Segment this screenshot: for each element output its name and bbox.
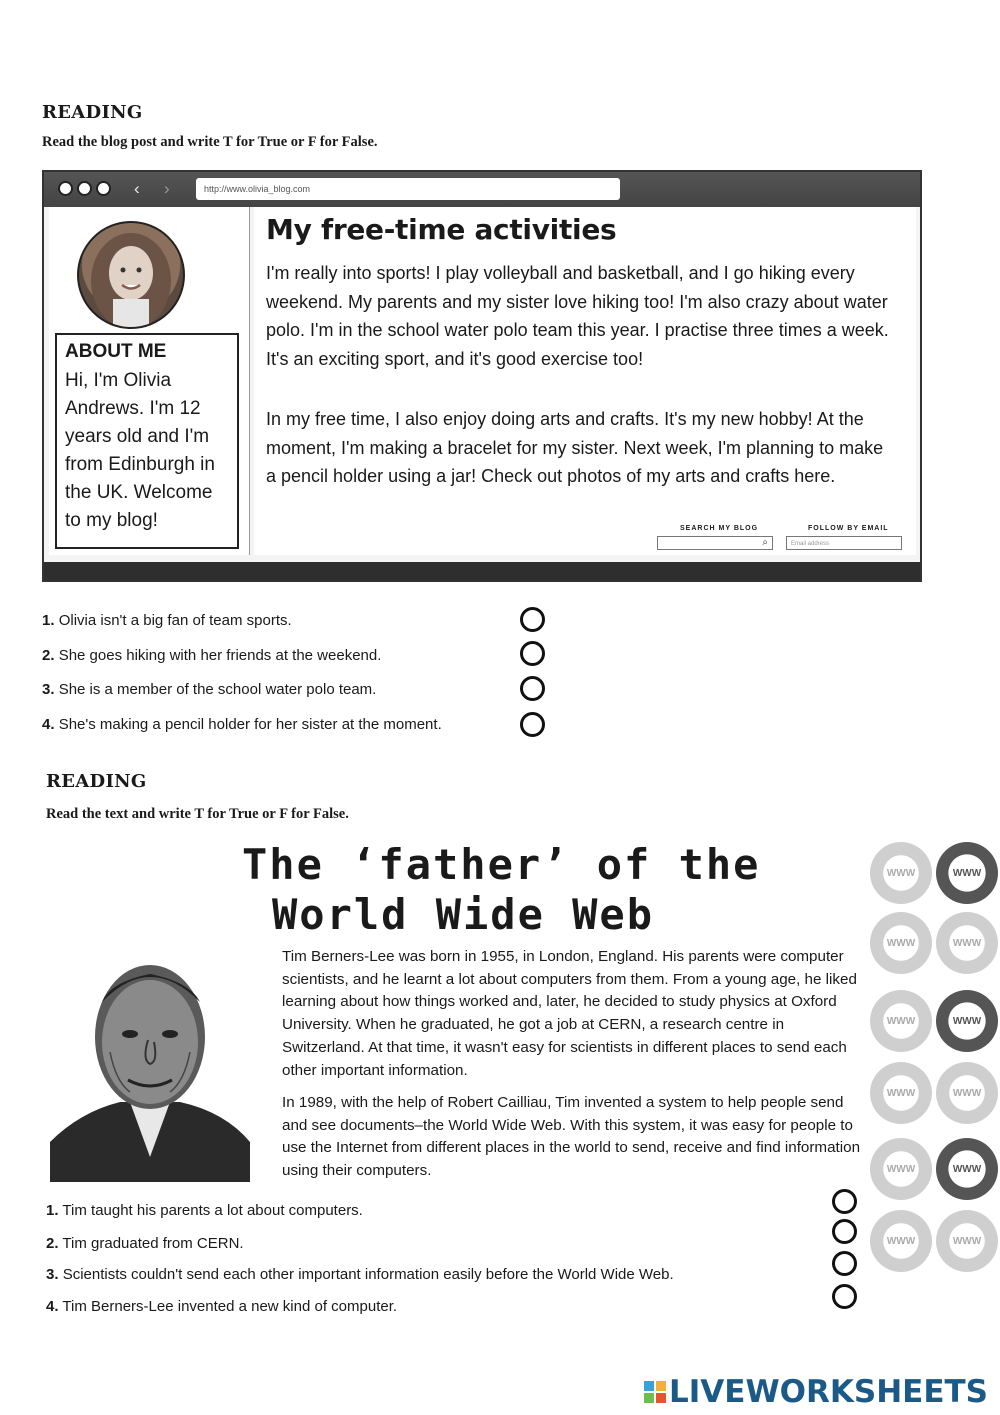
www-globe-icon: WWW	[936, 1210, 998, 1272]
answer-circle-2-4[interactable]	[832, 1284, 857, 1309]
about-me-box	[55, 333, 239, 549]
blog-paragraph-2: In my free time, I also enjoy doing arts and crafts. It's my new hobby! At the moment, I'm making a bracelet for my sister. Next week, I'm planning to make a pencil holder using a jar! Check out photos of my arts and crafts here.	[266, 409, 884, 486]
tim-berners-lee-portrait	[50, 942, 250, 1182]
answer-circle-2-2[interactable]	[832, 1219, 857, 1244]
blog-post	[254, 207, 916, 555]
about-title: ABOUT ME	[65, 341, 167, 362]
www-globe-icon: WWW	[936, 1062, 998, 1124]
answer-circle-1-1[interactable]	[520, 607, 545, 632]
www-globe-icon: WWW	[870, 842, 932, 904]
www-globe-icon: WWW	[936, 912, 998, 974]
email-field[interactable]: Email address	[786, 536, 902, 550]
section1-instruction: Read the blog post and write T for True or F for False.	[42, 134, 378, 150]
window-dot-icon	[77, 181, 92, 196]
question-2-1: 1. Tim taught his parents a lot about computers.	[46, 1202, 363, 1219]
url-bar[interactable]: http://www.olivia_blog.com	[196, 178, 620, 200]
search-blog-input[interactable]	[657, 536, 773, 550]
answer-circle-1-2[interactable]	[520, 641, 545, 666]
www-globe-icon: WWW	[870, 912, 932, 974]
www-globe-icon: WWW	[870, 1210, 932, 1272]
question-2-4: 4. Tim Berners-Lee invented a new kind of computer.	[46, 1298, 398, 1315]
answer-circle-1-4[interactable]	[520, 712, 545, 737]
blog-sidebar	[49, 207, 250, 555]
liveworksheets-logo	[644, 1374, 988, 1410]
question-1-4: 4. She's making a pencil holder for her sister at the moment.	[42, 716, 442, 733]
answer-circle-2-1[interactable]	[832, 1189, 857, 1214]
blog-browser-window	[42, 170, 922, 582]
search-icon: ⌕	[762, 537, 768, 548]
question-1-3: 3. She is a member of the school water polo team.	[42, 681, 377, 698]
search-blog-label: SEARCH MY BLOG	[680, 525, 759, 532]
browser-footer-bar	[44, 562, 920, 580]
www-globe-icon: WWW	[936, 1138, 998, 1200]
blog-paragraph-1: I'm really into sports! I play volleyball and basketball, and I go hiking every weekend. My parents and my sister love hiking too! I'm also crazy about water polo. I'm in the school water polo team this year. I practise three times a week. It's an exciting sport, and it's good exercise too!	[266, 263, 889, 369]
article-paragraph-1: Tim Berners-Lee was born in 1955, in London, England. His parents were computer scientists, and he learnt a lot about computers from them. From a young age, he liked learning about how things worked and, later, he decided to study physics at Oxford University. When he graduated, he got a job at CERN, a research centre in Switzerland. At that time, it wasn't easy for scientists in different places to send each other important information.	[282, 948, 857, 1079]
answer-circle-1-3[interactable]	[520, 676, 545, 701]
article-title-line-1: The ‘father’ of the	[242, 840, 761, 889]
www-globe-icon: WWW	[936, 842, 998, 904]
section2-heading: READING	[46, 771, 147, 792]
profile-photo	[77, 221, 185, 329]
about-text: Hi, I'm Olivia Andrews. I'm 12 years old and I'm from Edinburgh in the UK. Welcome to my blog!	[65, 370, 215, 531]
chevron-right-icon[interactable]: ›	[164, 179, 170, 198]
follow-email-label: FOLLOW BY EMAIL	[808, 525, 889, 532]
window-controls	[58, 181, 111, 196]
liveworksheets-logo-text: LIVEWORKSHEETS	[669, 1374, 988, 1410]
question-1-1: 1. Olivia isn't a big fan of team sports.	[42, 612, 292, 629]
question-2-3: 3. Scientists couldn't send each other important information easily before the World Wide Web.	[46, 1266, 674, 1283]
window-dot-icon	[58, 181, 73, 196]
section2-instruction: Read the text and write T for True or F for False.	[46, 806, 349, 822]
question-2-2: 2. Tim graduated from CERN.	[46, 1235, 244, 1252]
blog-title: My free-time activities	[266, 213, 617, 246]
question-1-2: 2. She goes hiking with her friends at the weekend.	[42, 647, 382, 664]
www-globe-icon: WWW	[870, 990, 932, 1052]
answer-circle-2-3[interactable]	[832, 1251, 857, 1276]
window-dot-icon	[96, 181, 111, 196]
browser-toolbar	[44, 172, 920, 207]
liveworksheets-logo-icon	[644, 1375, 666, 1397]
article-title-line-2: World Wide Web	[272, 890, 655, 939]
chevron-left-icon[interactable]: ‹	[134, 179, 140, 198]
www-globe-icon: WWW	[936, 990, 998, 1052]
section1-heading: READING	[42, 102, 143, 123]
www-globe-icon: WWW	[870, 1138, 932, 1200]
article-paragraph-2: In 1989, with the help of Robert Cailliau, Tim invented a system to help people send and see documents–the World Wide Web. With this system, it was easy for people to use the Internet from different places in the world to send, receive and find information using their computers.	[282, 1094, 861, 1180]
www-globe-icon: WWW	[870, 1062, 932, 1124]
